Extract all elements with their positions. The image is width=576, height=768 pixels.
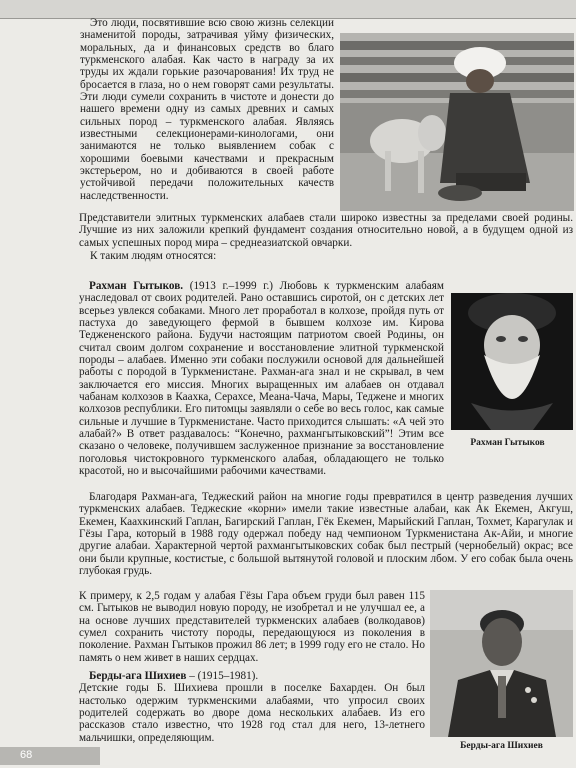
photo-rahman-gytykov: [451, 293, 573, 430]
caption-rahman-gytykov: Рахман Гытыков: [470, 438, 545, 448]
photo-berdy-shikhiev: [430, 590, 573, 737]
photo-shepherd-with-dog: [340, 33, 574, 211]
intro-paragraph-2: Представители элитных туркменских алабаев стали широко известны за пределами своей родины. Лучшие из них заложили крепкий фундамент создания относительно новой, а в будущем одной из самых успешных пород мира – среднеазиатской овчарки.: [79, 212, 573, 249]
page-header-bar: [0, 0, 576, 18]
section-rahman-paragraph-2a: Благодаря Рахман-ага, Теджеский район на многие годы превратился в центр разведения лучших туркменских алабаев. Теджеские «корни» имели такие известные алабаи, как Ак Екемен, Акгуш, Екемен, Каахкинский Гаплан, Багирский Гаплан, Гёк Екемен, Марыйский Гаплан, Тохмет, Карагулак и Гёзы Гара, который в 1988 году одержал победу над чемпионом Туркменистана Ак-Айи, и многие другие алабаи. Характерной чертой рахмангытыковских собак был пестрый (чернобелый) окрас; все они были крупные, костистые, с большой вытянутой головой и плоским лбом. У его собак была очень глубокая грудь.: [79, 491, 573, 578]
berdy-name: Берды-ага Шихиев: [89, 670, 187, 682]
page-number: 68: [20, 749, 33, 761]
caption-berdy-shikhiev: Берды-ага Шихиев: [460, 741, 543, 751]
intro-paragraph-3: К таким людям относятся:: [90, 250, 217, 262]
rahman-name: Рахман Гытыков.: [89, 280, 184, 292]
footer-bar: [0, 747, 100, 765]
section-rahman-paragraph-1: Рахман Гытыков. (1913 г.–1999 г.) Любовь к туркменским алабаям унаследовал от своих родителей. Рано оставшись сиротой, он с детских лет всерьез увлекся собаками. Много лет проработал в колхозе, пройдя путь от пастуха до заведующего фермой в бывшем колхозе им. Кирова Теджененского района. Будучи настоящим патриотом своей Родины, он считал своим долгом сохранение и восстановление элитной туркменской породы – алабаев. Именно эти собаки послужили основой для дальнейшей работы с породой в Туркменистане. Рахман-ага знал и не скрывал, в чем заключается его миссия. Многих выращенных им алабаев он отдавал чабанам колхозов в Каахка, Серахсе, Меана-Чача, Мары, Теджене и многих колхозов республики. Его питомцы заявляли о себе во весь голос, как самые сильные и лучшие в Туркменистане. Часто приходится слышать: «А чей это алабай?» В ответ раздавалось: “Конечно, рахмангытыковский”! Этим все сказано о человеке, получившем заслуженное признание за восстановление поголовья чистокровного туркменского алабая, обладающего не только красотой, но и высочайшими рабочими качествами.: [79, 280, 444, 478]
intro-paragraph-1: Это люди, посвятившие всю свою жизнь селекции знаменитой породы, затрачивая уйму физических, моральных, да и финансовых средств во благо туркменского алабая. Как часто в награду за их труды их ждали горькие разочарования! Их труд не бросается в глаза, но о нем говорят сами результаты. Эти люди сумели сохранить в чистоте и донести до нашего времени одну из самых древних и самых сильных пород – туркменского алабая. Являясь известными селекционерами-кинологами, они занимаются не только выявлением собак с хорошими боевыми качествами и прекрасным экстерьером, но и добиваются в своей работе устойчивой передачи положительных качеств наследственности.: [80, 17, 334, 202]
section-berdy-paragraph-1: Берды-ага Шихиев – (1915–1981). Детские годы Б. Шихиева прошли в поселке Бахарден. Он был настолько одержим туркменскими алабаями, что упросил своих родителей содержать во дворе дома нескольких алабаев. Из его рассказов стало известно, что 1928 год стал для него, 13-летнего мальчишки, определяющим.: [79, 670, 425, 744]
section-rahman-paragraph-2b: К примеру, к 2,5 годам у алабая Гёзы Гара объем груди был равен 115 см. Гытыков не выводил новую породу, не изобретал и не улучшал ее, а на основе лучших представителей туркменских алабаев (волкодавов) сумел сохранить чистоту породы, передающуюся из поколения в поколение. Рахман Гытыков прожил 86 лет; в 1999 году его не стало. Но память о нем живет в наших сердцах.: [79, 590, 425, 664]
